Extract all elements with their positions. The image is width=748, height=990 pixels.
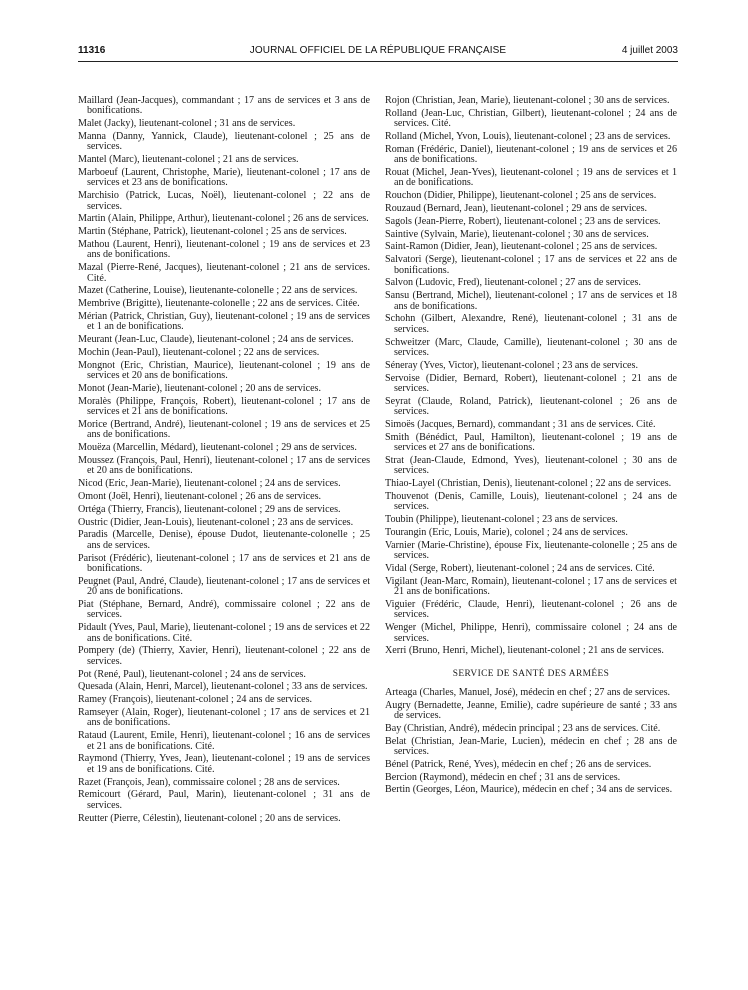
list-item: Moralès (Philippe, François, Robert), lieutenant-colonel ; 17 ans de services et 21 ans de bonifications.	[78, 395, 370, 418]
list-item: Sagols (Jean-Pierre, Robert), lieutenant-colonel ; 23 ans de services.	[385, 215, 661, 227]
list-item: Parisot (Frédéric), lieutenant-colonel ; 17 ans de services et 21 ans de bonifications.	[78, 552, 370, 574]
list-item: Séneray (Yves, Victor), lieutenant-colonel ; 23 ans de services.	[385, 359, 638, 371]
list-item: Rolland (Michel, Yvon, Louis), lieutenant-colonel ; 23 ans de services.	[385, 131, 671, 142]
list-item: Salvatori (Serge), lieutenant-colonel ; 17 ans de services et 22 ans de bonifications.	[385, 254, 677, 276]
list-item: Bénel (Patrick, René, Yves), médecin en chef ; 26 ans de services.	[385, 758, 652, 770]
list-item: Vigilant (Jean-Marc, Romain), lieutenant-colonel ; 17 ans de services et 21 ans de bonifications.	[385, 575, 677, 598]
list-item: Membrive (Brigitte), lieutenante-colonelle ; 22 ans de services. Citée.	[78, 298, 360, 310]
list-item: Sansu (Bertrand, Michel), lieutenant-colonel ; 17 ans de services et 18 ans de bonifications.	[385, 290, 677, 312]
list-item: Bay (Christian, André), médecin principal ; 23 ans de services. Cité.	[385, 722, 661, 734]
list-item: Pidault (Yves, Paul, Marie), lieutenant-colonel ; 19 ans de services et 22 ans de bonifications. Cité.	[78, 622, 370, 644]
list-item: Manna (Danny, Yannick, Claude), lieutenant-colonel ; 25 ans de services.	[78, 131, 370, 153]
section-heading: SERVICE DE SANTÉ DES ARMÉES	[452, 668, 610, 679]
sante-list	[385, 688, 677, 796]
list-item: Razet (François, Jean), commissaire colonel ; 28 ans de services.	[78, 776, 340, 788]
list-item: Monot (Jean-Marie), lieutenant-colonel ; 20 ans de services.	[78, 383, 322, 394]
list-item: Xerri (Bruno, Henri, Michel), lieutenant-colonel ; 21 ans de services.	[385, 645, 664, 657]
list-item: Saint-Ramon (Didier, Jean), lieutenant-colonel ; 25 ans de services.	[385, 241, 658, 253]
list-item: Rouzaud (Bernard, Jean), lieutenant-colonel ; 29 ans de services.	[385, 203, 648, 214]
list-item: Mochin (Jean-Paul), lieutenant-colonel ; 22 ans de services.	[78, 347, 320, 358]
list-item: Malet (Jacky), lieutenant-colonel ; 31 ans de services.	[78, 118, 296, 130]
left-column	[78, 96, 370, 826]
page-header	[78, 44, 678, 60]
page-number: 11316	[78, 45, 106, 56]
list-item: Bertin (Georges, Léon, Maurice), médecin en chef ; 34 ans de services.	[385, 784, 673, 796]
list-item: Seyrat (Claude, Roland, Patrick), lieutenant-colonel ; 26 ans de services.	[385, 395, 677, 418]
list-item: Nicod (Eric, Jean-Marie), lieutenant-colonel ; 24 ans de services.	[78, 478, 341, 490]
list-item: Ramseyer (Alain, Roger), lieutenant-colonel ; 17 ans de services et 21 ans de bonifications.	[78, 707, 370, 729]
list-item: Moussez (François, Paul, Henri), lieutenant-colonel ; 17 ans de services et 20 ans de bonifications.	[78, 455, 370, 477]
list-item: Morice (Bertrand, André), lieutenant-colonel ; 19 ans de services et 25 ans de bonifications.	[78, 419, 370, 441]
list-item: Omont (Joël, Henri), lieutenant-colonel ; 26 ans de services.	[78, 491, 322, 502]
list-item: Varnier (Marie-Christine), épouse Fix, lieutenante-colonelle ; 25 ans de services.	[385, 539, 677, 562]
list-item: Rouchon (Didier, Philippe), lieutenant-colonel ; 25 ans de services.	[385, 190, 657, 202]
list-item: Reutter (Pierre, Célestin), lieutenant-colonel ; 20 ans de services.	[78, 812, 341, 824]
list-item: Augry (Bernadette, Jeanne, Emilie), cadre supérieure de santé ; 33 ans de services.	[385, 699, 677, 722]
list-item: Viguier (Frédéric, Claude, Henri), lieutenant-colonel ; 26 ans de services.	[385, 599, 677, 621]
list-item: Mérian (Patrick, Christian, Guy), lieutenant-colonel ; 19 ans de services et 1 an de bonifications.	[78, 311, 370, 333]
list-item: Remicourt (Gérard, Paul, Marin), lieutenant-colonel ; 31 ans de services.	[78, 789, 370, 811]
list-item: Rolland (Jean-Luc, Christian, Gilbert), lieutenant-colonel ; 24 ans de services. Cité.	[385, 107, 677, 130]
list-item: Pompery (de) (Thierry, Xavier, Henri), lieutenant-colonel ; 22 ans de services.	[78, 645, 370, 667]
list-item: Schohn (Gilbert, Alexandre, René), lieutenant-colonel ; 31 ans de services.	[385, 313, 677, 335]
list-item: Belat (Christian, Jean-Marie, Lucien), médecin en chef ; 28 ans de services.	[385, 735, 677, 758]
list-item: Thiao-Layel (Christian, Denis), lieutenant-colonel ; 22 ans de services.	[385, 478, 672, 490]
list-item: Quesada (Alain, Henri, Marcel), lieutenant-colonel ; 33 ans de services.	[78, 681, 368, 693]
list-item: Ramey (François), lieutenant-colonel ; 24 ans de services.	[78, 694, 313, 706]
list-item: Raymond (Thierry, Yves, Jean), lieutenant-colonel ; 19 ans de services et 19 ans de bonifications. Cité.	[78, 753, 370, 775]
list-item: Mantel (Marc), lieutenant-colonel ; 21 ans de services.	[78, 154, 299, 166]
list-item: Smith (Bénédict, Paul, Hamilton), lieutenant-colonel ; 19 ans de services et 27 ans de bonifications.	[385, 431, 677, 454]
list-item: Mazal (Pierre-René, Jacques), lieutenant-colonel ; 21 ans de services. Cité.	[78, 262, 370, 284]
list-item: Mongnot (Eric, Christian, Maurice), lieutenant-colonel ; 19 ans de services et 20 ans de bonifications.	[78, 359, 370, 382]
list-item: Wenger (Michel, Philippe, Henri), commissaire colonel ; 24 ans de services.	[385, 622, 677, 644]
list-item: Vidal (Serge, Robert), lieutenant-colonel ; 24 ans de services. Cité.	[385, 563, 655, 574]
list-item: Rojon (Christian, Jean, Marie), lieutenant-colonel ; 30 ans de services.	[385, 95, 670, 106]
list-item: Ortéga (Thierry, Francis), lieutenant-colonel ; 29 ans de services.	[78, 503, 341, 515]
list-item: Maillard (Jean-Jacques), commandant ; 17 ans de services et 3 ans de bonifications.	[78, 95, 370, 117]
list-item: Martin (Alain, Philippe, Arthur), lieutenant-colonel ; 26 ans de services.	[78, 213, 369, 225]
list-item: Tourangin (Eric, Louis, Marie), colonel ; 24 ans de services.	[385, 527, 628, 538]
list-item: Roman (Frédéric, Daniel), lieutenant-colonel ; 19 ans de services et 26 ans de bonifications.	[385, 143, 677, 166]
right-column-list	[385, 96, 677, 657]
list-item: Oustric (Didier, Jean-Louis), lieutenant-colonel ; 23 ans de services.	[78, 516, 354, 528]
list-item: Paradis (Marcelle, Denise), épouse Dudot, lieutenante-colonelle ; 25 ans de services.	[78, 529, 370, 551]
list-item: Thouvenot (Denis, Camille, Louis), lieutenant-colonel ; 24 ans de services.	[385, 491, 677, 513]
list-item: Rouat (Michel, Jean-Yves), lieutenant-colonel ; 19 ans de services et 1 an de bonifications.	[385, 167, 677, 189]
list-item: Salvon (Ludovic, Fred), lieutenant-colonel ; 27 ans de services.	[385, 277, 641, 289]
list-item: Saintive (Sylvain, Marie), lieutenant-colonel ; 30 ans de services.	[385, 228, 649, 240]
list-item: Mathou (Laurent, Henri), lieutenant-colonel ; 19 ans de services et 23 ans de bonifications.	[78, 239, 370, 261]
list-item: Arteaga (Charles, Manuel, José), médecin en chef ; 27 ans de services.	[385, 686, 671, 698]
list-item: Rataud (Laurent, Emile, Henri), lieutenant-colonel ; 16 ans de services et 21 ans de bonifications. Cité.	[78, 730, 370, 752]
issue-date: 4 juillet 2003	[621, 45, 678, 56]
list-item: Mouëza (Marcellin, Médard), lieutenant-colonel ; 29 ans de services.	[78, 442, 357, 454]
list-item: Marchisio (Patrick, Lucas, Noël), lieutenant-colonel ; 22 ans de services.	[78, 190, 370, 212]
list-item: Meurant (Jean-Luc, Claude), lieutenant-colonel ; 24 ans de services.	[78, 334, 354, 346]
list-item: Pot (René, Paul), lieutenant-colonel ; 24 ans de services.	[78, 668, 306, 680]
journal-title: JOURNAL OFFICIEL DE LA RÉPUBLIQUE FRANÇAISE	[249, 45, 507, 56]
list-item: Strat (Jean-Claude, Edmond, Yves), lieutenant-colonel ; 30 ans de services.	[385, 455, 677, 477]
list-item: Simoës (Jacques, Bernard), commandant ; 31 ans de services. Cité.	[385, 419, 656, 430]
list-item: Marboeuf (Laurent, Christophe, Marie), lieutenant-colonel ; 17 ans de services et 23 ans de bonifications.	[78, 167, 370, 189]
list-item: Martin (Stéphane, Patrick), lieutenant-colonel ; 25 ans de services.	[78, 226, 347, 238]
header-rule	[78, 61, 678, 62]
list-item: Servoise (Didier, Bernard, Robert), lieutenant-colonel ; 21 ans de services.	[385, 372, 677, 394]
list-item: Bercion (Raymond), médecin en chef ; 31 ans de services.	[385, 771, 621, 783]
list-item: Mazet (Catherine, Louise), lieutenante-colonelle ; 22 ans de services.	[78, 285, 358, 297]
right-column	[385, 96, 677, 798]
list-item: Peugnet (Paul, André, Claude), lieutenant-colonel ; 17 ans de services et 20 ans de bonifications.	[78, 575, 370, 598]
list-item: Piat (Stéphane, Bernard, André), commissaire colonel ; 22 ans de services.	[78, 599, 370, 621]
list-item: Toubin (Philippe), lieutenant-colonel ; 23 ans de services.	[385, 514, 618, 526]
list-item: Schweitzer (Marc, Claude, Camille), lieutenant-colonel ; 30 ans de services.	[385, 336, 677, 358]
